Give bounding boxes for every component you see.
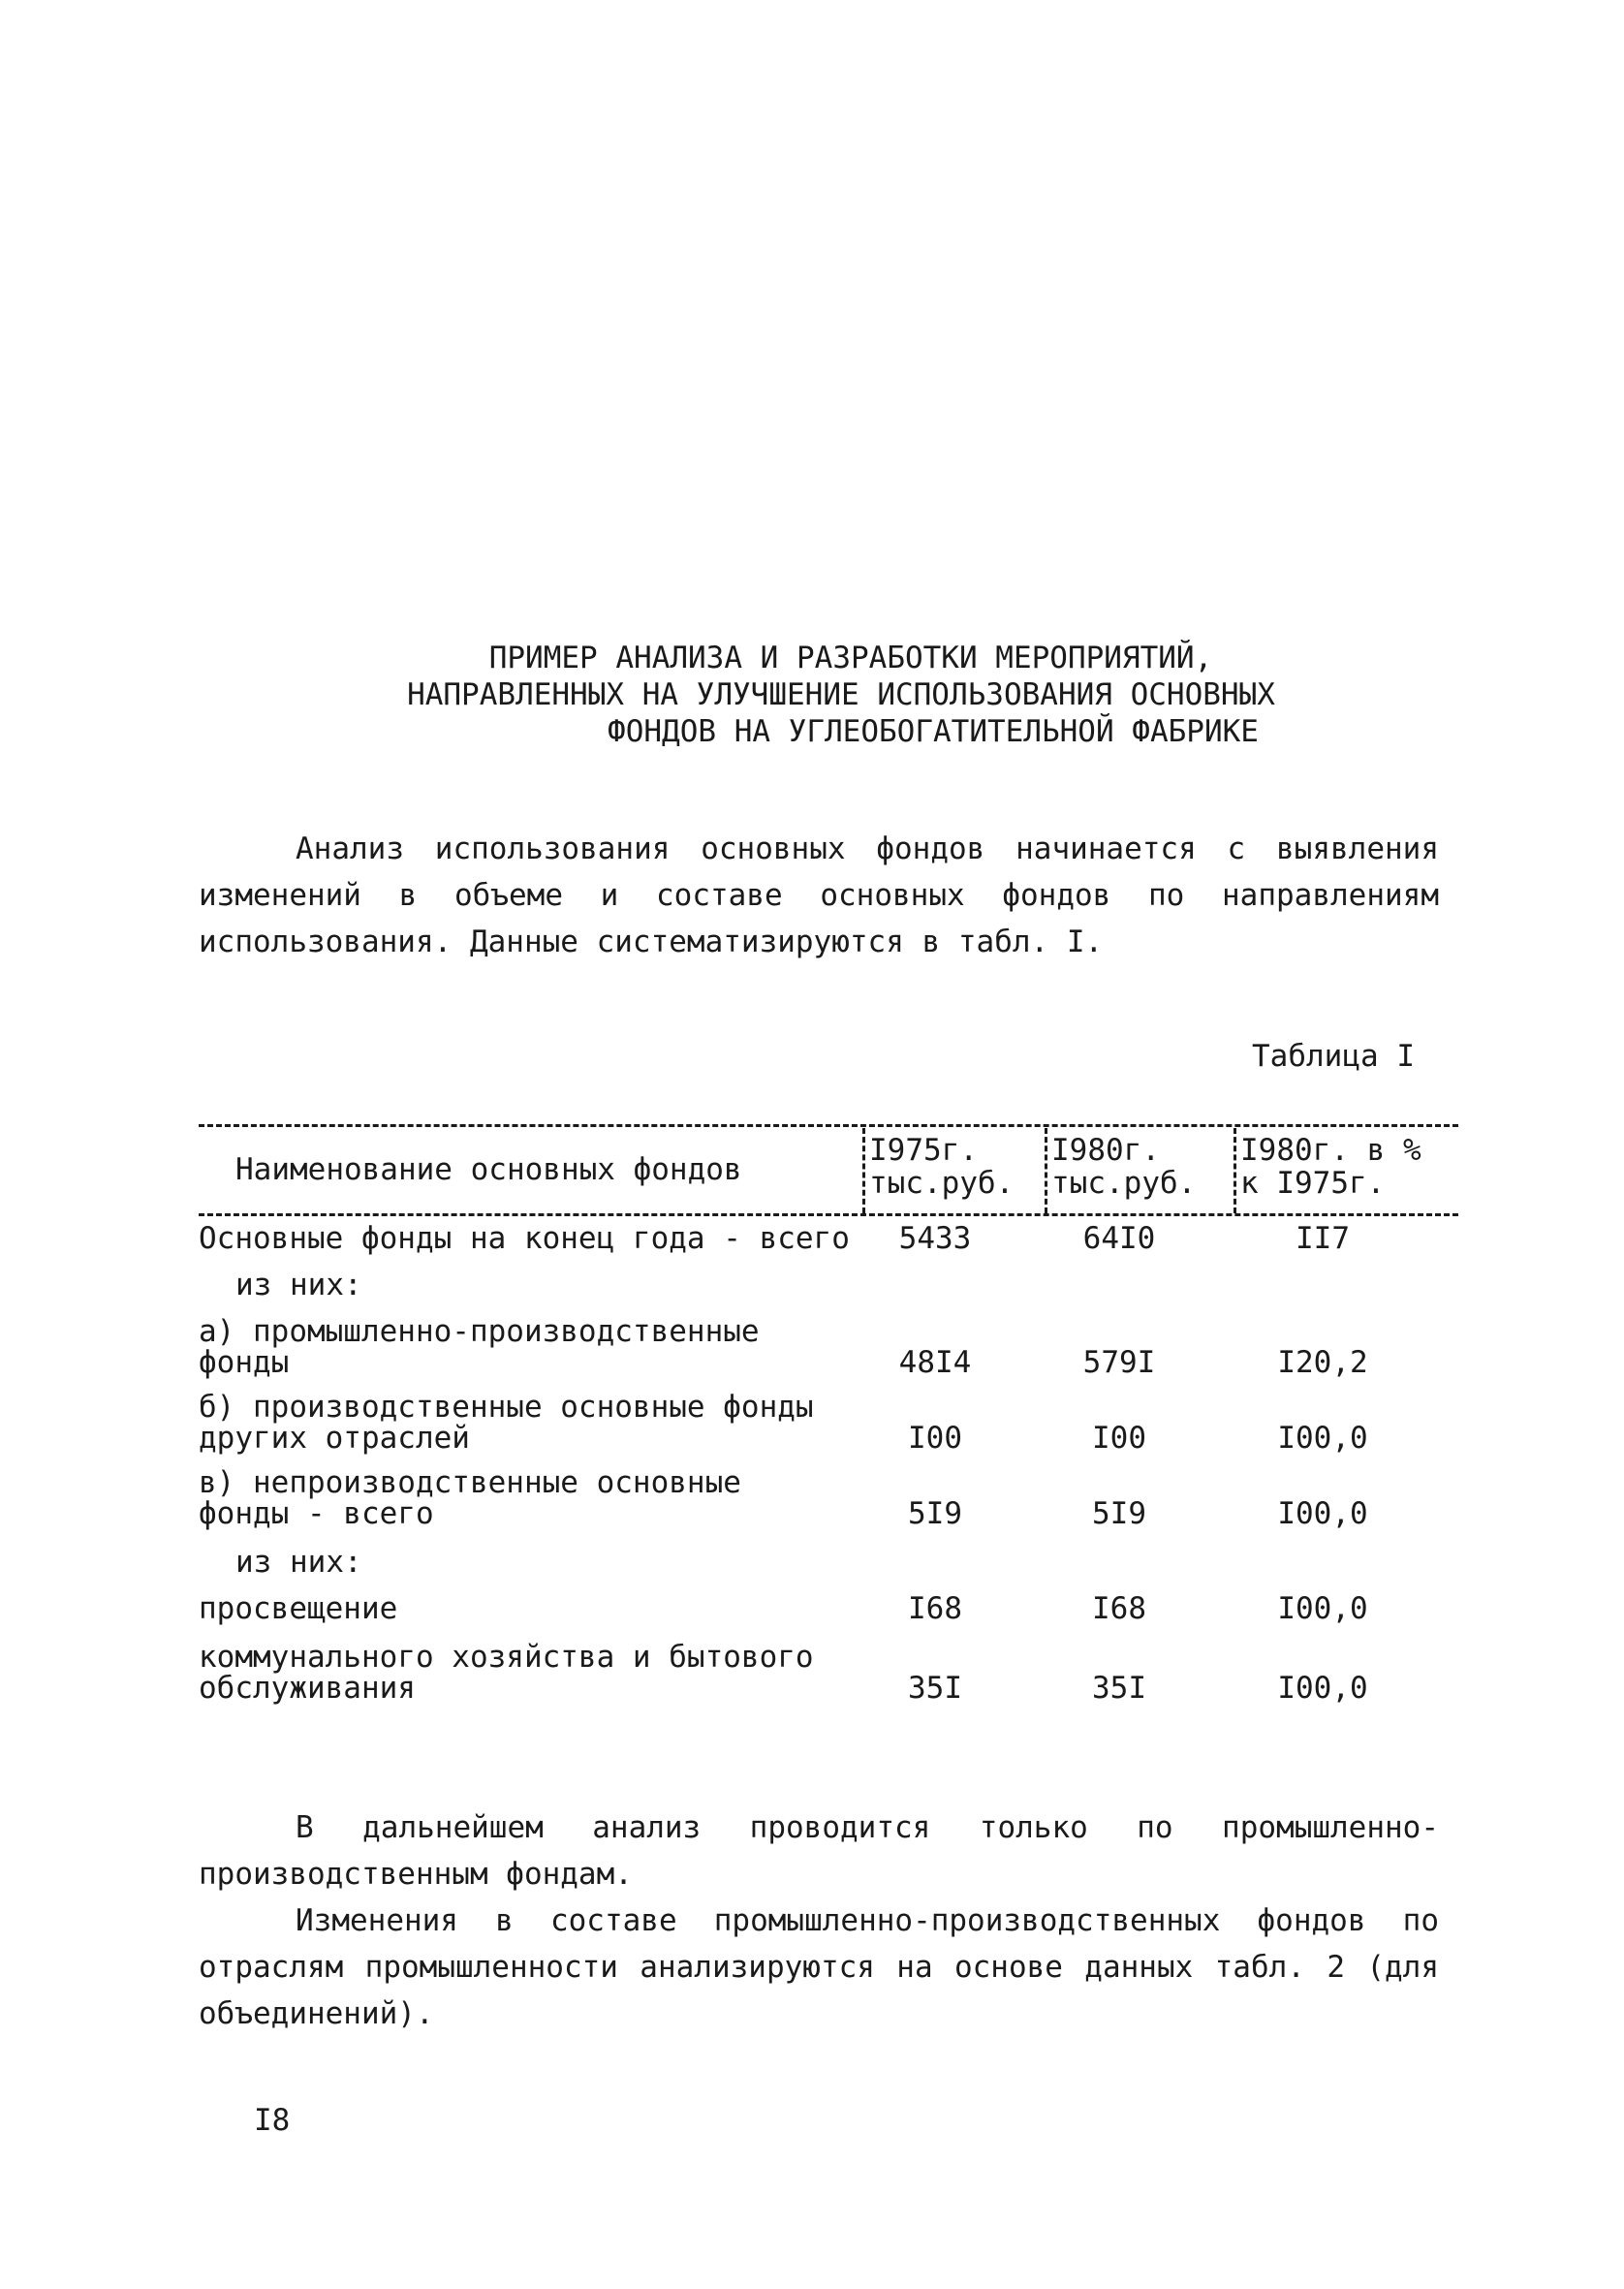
paragraph-2 <box>199 1804 1439 1897</box>
table-top-rule <box>199 1124 1458 1127</box>
value-1975: I68 <box>908 1591 962 1626</box>
paragraph-3 <box>199 1897 1439 2037</box>
table-header-rule <box>199 1213 1458 1216</box>
value-percent: II7 <box>1296 1221 1350 1256</box>
paragraph-3-text: Изменения в составе промышленно-производственных фондов по отраслям промышленности анализируются на основе данных табл. 2 (для объединений). <box>199 1903 1439 2031</box>
row-label: просвещение <box>199 1591 398 1626</box>
header-pct-line1: I980г. в % <box>1240 1133 1421 1168</box>
title-line-3: ФОНДОВ НА УГЛЕОБОГАТИТЕЛЬНОЙ ФАБРИКЕ <box>608 714 1259 749</box>
value-percent: I00,0 <box>1277 1591 1368 1626</box>
header-1975-line2: тыс.руб. <box>869 1166 1015 1201</box>
value-percent: I00,0 <box>1277 1671 1368 1706</box>
header-pct-line2: к I975г. <box>1240 1166 1386 1201</box>
column-divider <box>1045 1128 1047 1213</box>
intro-paragraph <box>199 826 1439 965</box>
row-label: а) промышленно-производственные фонды <box>199 1314 760 1380</box>
value-1975: 5433 <box>898 1221 972 1256</box>
page-number: I8 <box>254 2103 291 2138</box>
row-label: коммунального хозяйства и бытового обслуживания <box>199 1640 814 1706</box>
table-caption: Таблица I <box>1252 1039 1415 1074</box>
column-divider <box>862 1128 865 1213</box>
value-1980: 579I <box>1082 1345 1156 1380</box>
header-1980-line1: I980г. <box>1051 1133 1160 1168</box>
title-line-2: НАПРАВЛЕННЫХ НА УЛУЧШЕНИЕ ИСПОЛЬЗОВАНИЯ ОСНОВНЫХ <box>407 677 1275 712</box>
value-1980: I68 <box>1092 1591 1146 1626</box>
row-label: из них: <box>235 1268 362 1302</box>
title-line-1: ПРИМЕР АНАЛИЗА И РАЗРАБОТКИ МЕРОПРИЯТИЙ, <box>488 641 1213 675</box>
value-1975: 48I4 <box>898 1345 972 1380</box>
value-1980: 64I0 <box>1082 1221 1156 1256</box>
row-label: Основные фонды на конец года - всего <box>199 1221 850 1256</box>
header-1980-line2: тыс.руб. <box>1051 1166 1197 1201</box>
document-title <box>0 640 1624 750</box>
value-percent: I00,0 <box>1277 1421 1368 1456</box>
value-1975: I00 <box>908 1421 962 1456</box>
header-name: Наименование основных фондов <box>235 1152 742 1187</box>
value-percent: I00,0 <box>1277 1496 1368 1531</box>
header-1975-line1: I975г. <box>869 1133 978 1168</box>
paragraph-2-text: В дальнейшем анализ проводится только по промышленно-производственным фондам. <box>199 1810 1439 1892</box>
value-1980: 5I9 <box>1092 1496 1146 1531</box>
value-1980: 35I <box>1092 1671 1146 1706</box>
column-divider <box>1234 1128 1236 1213</box>
intro-text: Анализ использования основных фондов начинается с выявления изменений в объеме и составе основных фондов по направлениям использования. Данные систематизируются в табл. I. <box>199 831 1439 959</box>
row-label: в) непроизводственные основные фонды - всего <box>199 1465 741 1531</box>
value-1975: 5I9 <box>908 1496 962 1531</box>
row-label: б) производственные основные фонды других отраслей <box>199 1390 814 1456</box>
value-percent: I20,2 <box>1277 1345 1368 1380</box>
value-1975: 35I <box>908 1671 962 1706</box>
row-label: из них: <box>235 1545 362 1580</box>
value-1980: I00 <box>1092 1421 1146 1456</box>
